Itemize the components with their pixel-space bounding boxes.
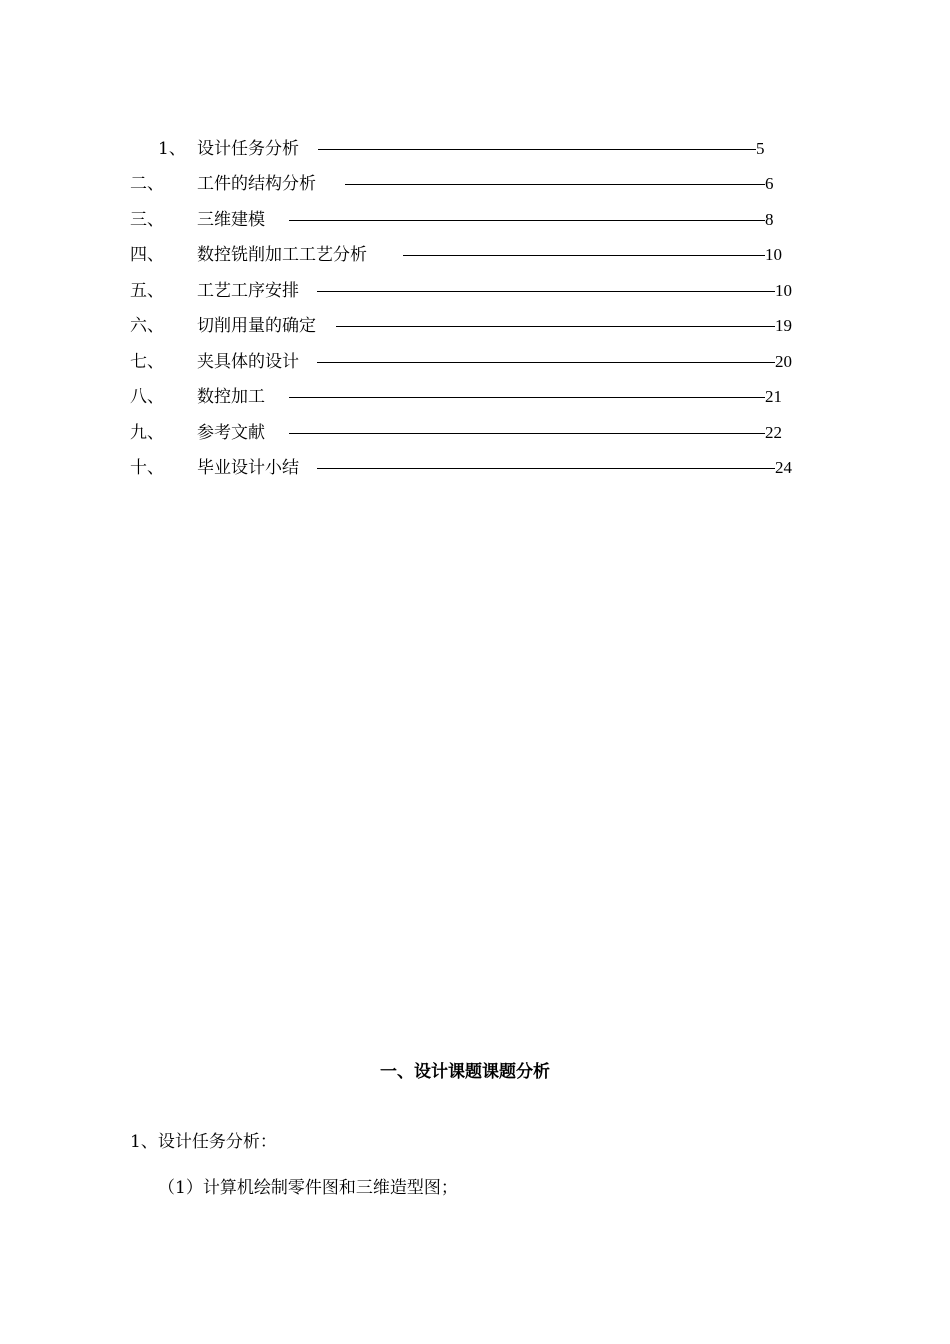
toc-leader-line: [289, 397, 765, 398]
toc-entry-title: 设计任务分析: [197, 139, 299, 159]
toc-entry[interactable]: [0, 385, 950, 409]
toc-entry-page: 19: [775, 316, 792, 335]
toc-entry-title: 夹具体的设计: [197, 352, 299, 372]
toc-leader-line: [317, 362, 775, 363]
toc-entry-number: 七、: [130, 352, 164, 372]
toc-entry-number: 三、: [130, 210, 164, 230]
toc-entry-number: 四、: [130, 245, 164, 265]
toc-entry[interactable]: [0, 243, 950, 267]
toc-entry-title: 工艺工序安排: [197, 281, 299, 301]
toc-leader-line: [345, 184, 765, 185]
toc-entry-title: 切削用量的确定: [197, 316, 316, 336]
toc-leader-line: [336, 326, 775, 327]
toc-entry-title: 三维建模: [197, 210, 265, 230]
toc-entry-number: 九、: [130, 423, 164, 443]
toc-entry[interactable]: [0, 421, 950, 445]
toc-entry-number: 十、: [130, 458, 164, 478]
toc-entry-number: 1、: [158, 139, 186, 159]
toc-entry-page: 8: [765, 210, 774, 229]
toc-entry-page: 5: [756, 139, 765, 158]
toc-leader-line: [403, 255, 765, 256]
list-item: （1）计算机绘制零件图和三维造型图；: [158, 1178, 458, 1198]
toc-entry-title: 数控加工: [197, 387, 265, 407]
toc-entry-title: 工件的结构分析: [197, 174, 316, 194]
toc-entry-page: 22: [765, 423, 782, 442]
toc-entry[interactable]: [0, 279, 950, 303]
toc-entry-number: 六、: [130, 316, 164, 336]
toc-entry-page: 10: [775, 281, 792, 300]
toc-leader-line: [318, 149, 756, 150]
toc-leader-line: [289, 220, 765, 221]
toc-entry[interactable]: [0, 137, 950, 161]
toc-leader-line: [289, 433, 765, 434]
toc-entry-number: 八、: [130, 387, 164, 407]
toc-entry-page: 21: [765, 387, 782, 406]
toc-entry-page: 24: [775, 458, 792, 477]
subsection-heading: 1、设计任务分析：: [130, 1132, 277, 1152]
toc-entry-page: 6: [765, 174, 774, 193]
toc-entry-number: 二、: [130, 174, 164, 194]
toc-entry-number: 五、: [130, 281, 164, 301]
toc-entry[interactable]: [0, 314, 950, 338]
toc-entry-title: 毕业设计小结: [197, 458, 299, 478]
toc-entry[interactable]: [0, 350, 950, 374]
toc-leader-line: [317, 468, 775, 469]
section-heading: 一、设计课题课题分析: [380, 1062, 550, 1082]
toc-entry[interactable]: [0, 172, 950, 196]
toc-entry-title: 数控铣削加工工艺分析: [197, 245, 367, 265]
toc-entry-page: 20: [775, 352, 792, 371]
toc-entry[interactable]: [0, 456, 950, 480]
toc-entry-page: 10: [765, 245, 782, 264]
toc-entry-title: 参考文献: [197, 423, 265, 443]
toc-leader-line: [317, 291, 775, 292]
toc-entry[interactable]: [0, 208, 950, 232]
